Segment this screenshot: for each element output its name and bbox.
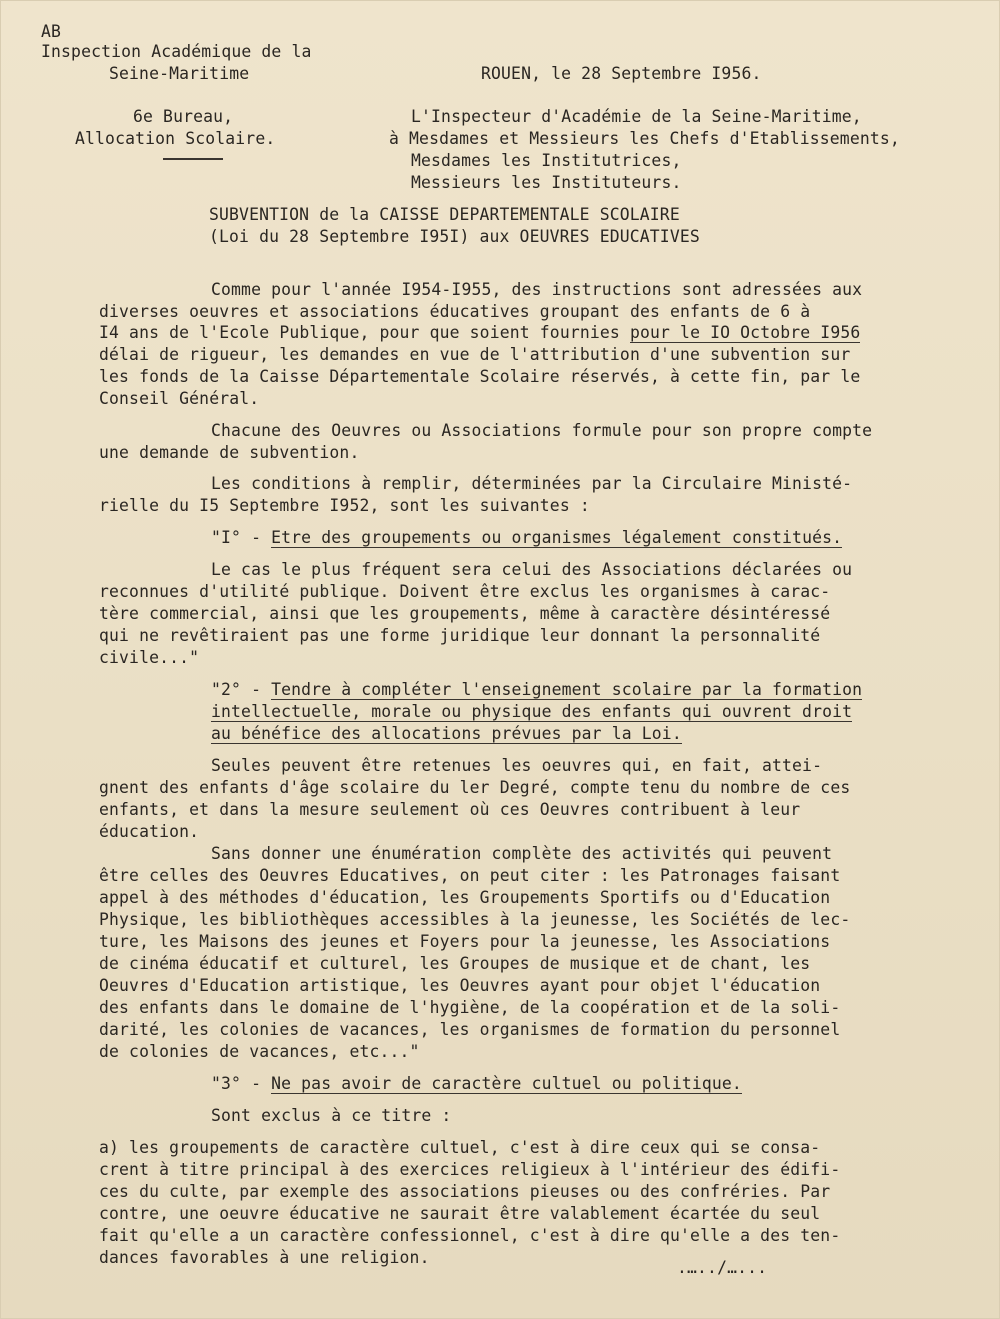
subject-line-2: (Loi du 28 Septembre I95I) aux OEUVRES EDUCATIVES — [209, 227, 700, 246]
condition-title: intellectuelle, morale ou physique des enfants qui ouvrent droit — [211, 702, 853, 721]
addressee-line: Mesdames les Institutrices, — [411, 151, 682, 170]
condition-title: Ne pas avoir de caractère cultuel ou politique. — [271, 1074, 742, 1093]
paragraph-line: Physique, les bibliothèques accessibles à la jeunesse, les Sociétés de lec- — [99, 910, 851, 929]
condition-title: Tendre à compléter l'enseignement scolaire par la formation — [271, 680, 863, 699]
condition-number: "I° - — [211, 528, 272, 547]
condition-1 — [211, 527, 842, 549]
paragraph-line: enfants, et dans la mesure seulement où ces Oeuvres contribuent à leur — [99, 800, 801, 819]
paragraph-line: rielle du I5 Septembre I952, sont les suivantes : — [99, 496, 590, 515]
place-date: ROUEN, le 28 Septembre I956. — [481, 64, 762, 83]
condition-2-cont — [211, 723, 682, 745]
paragraph-line: darité, les colonies de vacances, les organismes de formation du personnel — [99, 1020, 841, 1039]
paragraph-line: contre, une oeuvre éducative ne saurait être valablement écartée du seul — [99, 1204, 821, 1223]
addressee-line: Messieurs les Instituteurs. — [411, 173, 682, 192]
paragraph-line: qui ne revêtiraient pas une forme juridique leur donnant la personnalité — [99, 626, 821, 645]
paragraph-line: ces du culte, par exemple des associations pieuses ou des confréries. Par — [99, 1182, 831, 1201]
paragraph-line: des enfants dans le domaine de l'hygiène, de la coopération et de la soli- — [99, 998, 841, 1017]
paragraph-line: Oeuvres d'Education artistique, les Oeuvres ayant pour objet l'éducation — [99, 976, 821, 995]
paragraph-line: fait qu'elle a un caractère confessionnel, c'est à dire qu'elle a des ten- — [99, 1226, 841, 1245]
condition-number: "2° - — [211, 680, 272, 699]
condition-2-cont — [211, 701, 852, 723]
bureau-line-1: 6e Bureau, — [133, 107, 234, 126]
org-line-2: Seine-Maritime — [109, 64, 250, 83]
addressee-line: à Mesdames et Messieurs les Chefs d'Etablissements, — [389, 129, 900, 148]
condition-2 — [211, 679, 862, 701]
paragraph-line: Chacune des Oeuvres ou Associations formule pour son propre compte — [211, 421, 873, 440]
paragraph-line: Seules peuvent être retenues les oeuvres qui, en fait, attei- — [211, 756, 823, 775]
bureau-line-2: Allocation Scolaire. — [75, 129, 276, 148]
condition-3 — [211, 1073, 742, 1095]
paragraph-line: tère commercial, ainsi que les groupements, même à caractère désintéressé — [99, 604, 831, 623]
paragraph-line: a) les groupements de caractère cultuel, c'est à dire ceux qui se consa- — [99, 1138, 821, 1157]
paragraph-line: délai de rigueur, les demandes en vue de l'attribution d'une subvention sur — [99, 345, 851, 364]
initials: AB — [41, 22, 62, 41]
subject-line-1: SUBVENTION de la CAISSE DEPARTEMENTALE SCOLAIRE — [209, 205, 680, 224]
paragraph-line: éducation. — [99, 822, 200, 841]
paragraph-line — [99, 322, 860, 344]
deadline-underlined: pour le IO Octobre I956 — [629, 323, 861, 342]
paragraph-line: les fonds de la Caisse Départementale Scolaire réservés, à cette fin, par le — [99, 367, 861, 386]
addressee-line: L'Inspecteur d'Académie de la Seine-Maritime, — [411, 107, 862, 126]
paragraph-line: de cinéma éducatif et culturel, les Groupes de musique et de chant, les — [99, 954, 811, 973]
continuation-mark: .…../…... — [677, 1258, 768, 1277]
paragraph-line: civile..." — [99, 648, 200, 667]
paragraph-line: diverses oeuvres et associations éducatives groupant des enfants de 6 à — [99, 302, 811, 321]
condition-title: Etre des groupements ou organismes légalement constitués. — [271, 528, 843, 547]
header-divider — [163, 158, 223, 160]
paragraph-text: I4 ans de l'Ecole Publique, pour que soient fournies — [99, 323, 630, 342]
condition-title: au bénéfice des allocations prévues par la Loi. — [211, 724, 682, 743]
paragraph-line: ture, les Maisons des jeunes et Foyers pour la jeunesse, les Associations — [99, 932, 831, 951]
paragraph-line: Conseil Général. — [99, 389, 260, 408]
paragraph-line: Le cas le plus fréquent sera celui des Associations déclarées ou — [211, 560, 853, 579]
paragraph-line: appel à des méthodes d'éducation, les Groupements Sportifs ou d'Education — [99, 888, 831, 907]
paragraph-line: être celles des Oeuvres Educatives, on peut citer : les Patronages faisant — [99, 866, 841, 885]
paragraph-line: Les conditions à remplir, déterminées par la Circulaire Ministé- — [211, 474, 853, 493]
paragraph-line: Comme pour l'année I954-I955, des instructions sont adressées aux — [211, 280, 863, 299]
paragraph-line: Sont exclus à ce titre : — [211, 1106, 452, 1125]
paragraph-line: de colonies de vacances, etc..." — [99, 1042, 420, 1061]
paragraph-line: une demande de subvention. — [99, 443, 360, 462]
org-line-1: Inspection Académique de la — [41, 42, 312, 61]
paragraph-line: dances favorables à une religion. — [99, 1248, 430, 1267]
paragraph-line: gnent des enfants d'âge scolaire du ler Degré, compte tenu du nombre de ces — [99, 778, 851, 797]
paragraph-line: Sans donner une énumération complète des activités qui peuvent — [211, 844, 833, 863]
paragraph-line: reconnues d'utilité publique. Doivent être exclus les organismes à carac- — [99, 582, 831, 601]
condition-number: "3° - — [211, 1074, 272, 1093]
paragraph-line: crent à titre principal à des exercices religieux à l'intérieur des édifi- — [99, 1160, 841, 1179]
